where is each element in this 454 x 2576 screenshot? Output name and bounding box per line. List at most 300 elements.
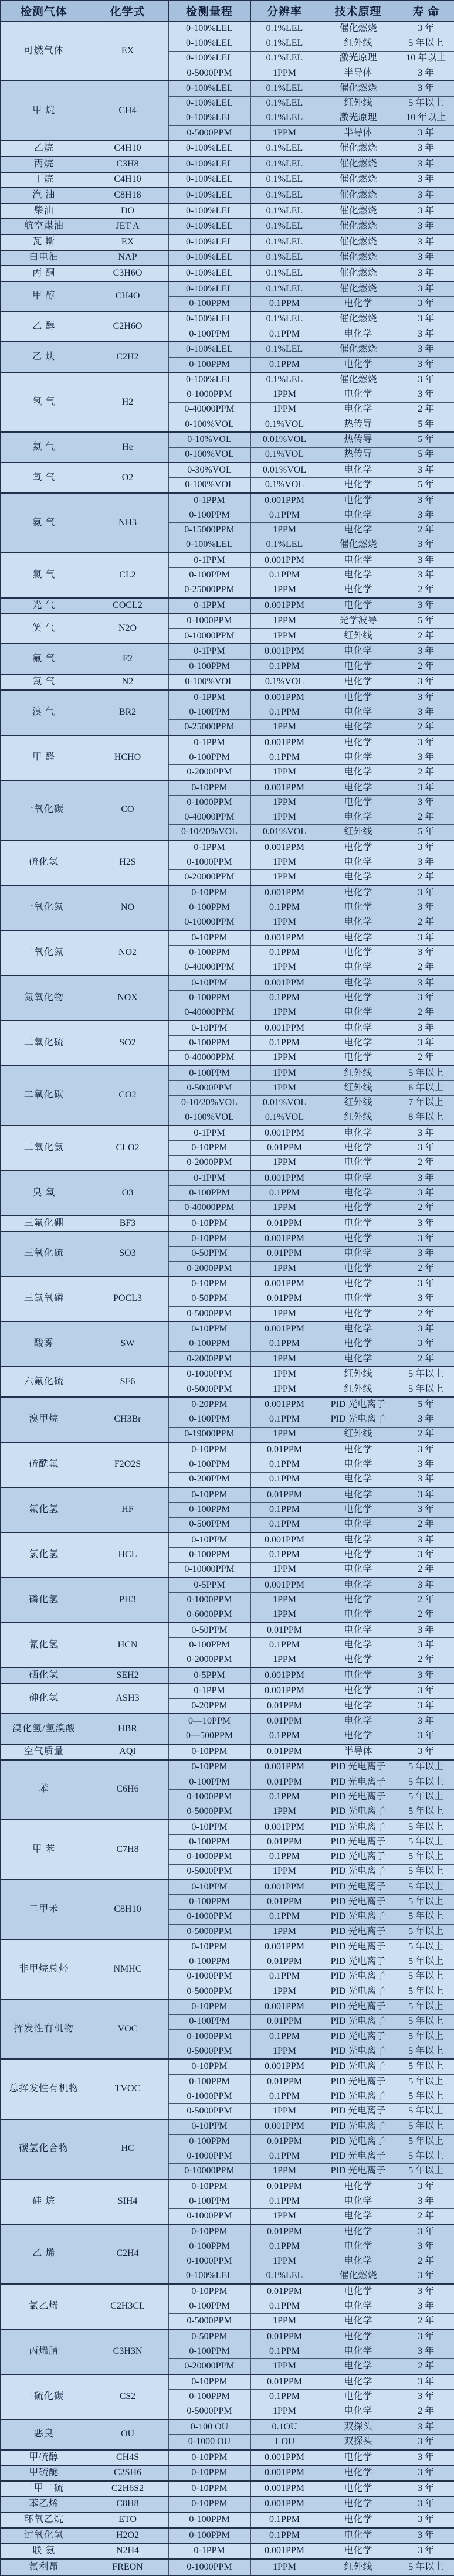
formula-cell: TVOC	[87, 2059, 168, 2119]
principle-cell: 电化学	[319, 1562, 398, 1578]
gas-name-cell: 丙烯腈	[1, 2329, 87, 2374]
table-row	[1, 1367, 454, 1382]
table-row	[1, 1714, 454, 1729]
principle-cell: 催化燃烧	[319, 172, 398, 188]
lifespan-cell: 7 年以上	[398, 1096, 454, 1110]
lifespan-cell: 3 年	[398, 219, 454, 235]
lifespan-cell: 3 年	[398, 493, 454, 508]
resolution-cell: 0.01PPM	[250, 1698, 319, 1714]
resolution-cell: 0.1%LEL	[250, 203, 319, 219]
principle-cell: 电化学	[319, 2374, 398, 2390]
resolution-cell: 1PPM	[250, 2559, 319, 2575]
formula-cell: SO2	[87, 1021, 168, 1066]
gas-name-cell: 甲硫醚	[1, 2465, 87, 2481]
gas-name-cell: 氨 气	[1, 493, 87, 553]
resolution-cell: 1PPM	[250, 1201, 319, 1216]
principle-cell: 激光原理	[319, 51, 398, 66]
lifespan-cell: 3 年	[398, 2390, 454, 2404]
table-row	[1, 1126, 454, 1141]
formula-cell: NO2	[87, 930, 168, 976]
principle-cell: 电化学	[319, 1668, 398, 1684]
resolution-cell: 0.01PPM	[250, 2284, 319, 2299]
principle-cell: PID 光电离子	[319, 1895, 398, 1909]
principle-cell: PID 光电离子	[319, 2104, 398, 2119]
resolution-cell: 0.1PPM	[250, 508, 319, 523]
range-cell: 0-100PPM	[168, 2390, 250, 2404]
resolution-cell: 0.001PPM	[250, 1231, 319, 1246]
range-cell: 0-100PPM	[168, 1955, 250, 1969]
range-cell: 0-5000PPM	[168, 1984, 250, 1999]
gas-name-cell: 非甲烷总烃	[1, 1939, 87, 1999]
principle-cell: 电化学	[319, 735, 398, 750]
table-row	[1, 1623, 454, 1638]
column-header-1: 化学式	[87, 1, 168, 21]
principle-cell: 电化学	[319, 553, 398, 568]
range-cell: 0-100%LEL	[168, 188, 250, 203]
resolution-cell: 1PPM	[250, 1427, 319, 1442]
range-cell: 0-100%LEL	[168, 538, 250, 553]
resolution-cell: 0.1%LEL	[250, 141, 319, 157]
range-cell: 0-100PPM	[168, 991, 250, 1005]
resolution-cell: 0.001PPM	[250, 2465, 319, 2481]
resolution-cell: 0.1PPM	[250, 1790, 319, 1804]
range-cell: 0-100%LEL	[168, 266, 250, 281]
lifespan-cell: 5 年以上	[398, 1969, 454, 1984]
principle-cell: 电化学	[319, 478, 398, 493]
range-cell: 0-1000PPM	[168, 614, 250, 629]
table-row	[1, 157, 454, 172]
lifespan-cell: 3 年	[398, 2269, 454, 2284]
resolution-cell: 0.001PPM	[250, 735, 319, 750]
lifespan-cell: 2 年	[398, 1593, 454, 1608]
resolution-cell: 0.1PPM	[250, 2089, 319, 2104]
resolution-cell: 0.1%LEL	[250, 51, 319, 66]
range-cell: 0-15000PPM	[168, 523, 250, 538]
lifespan-cell: 3 年	[398, 1503, 454, 1517]
principle-cell: 电化学	[319, 780, 398, 796]
range-cell: 0-5000PPM	[168, 1804, 250, 1820]
resolution-cell: 0.001PPM	[250, 2543, 319, 2559]
range-cell: 0-1000 OU	[168, 2435, 250, 2450]
lifespan-cell: 5 年以上	[398, 1382, 454, 1397]
range-cell: 0-100PPM	[168, 705, 250, 720]
table-row	[1, 188, 454, 203]
principle-cell: 电化学	[319, 1608, 398, 1623]
lifespan-cell: 5 年	[398, 447, 454, 463]
principle-cell: PID 光电离子	[319, 2089, 398, 2104]
resolution-cell: 0.1PPM	[250, 2239, 319, 2254]
principle-cell: PID 光电离子	[319, 1412, 398, 1427]
lifespan-cell: 3 年	[398, 188, 454, 203]
formula-cell: CO2	[87, 1066, 168, 1126]
resolution-cell: 0.001PPM	[250, 1684, 319, 1699]
range-cell: 0-1000PPM	[168, 2209, 250, 2224]
resolution-cell: 0.1PPM	[250, 2344, 319, 2359]
range-cell: 0-5PPM	[168, 1578, 250, 1593]
principle-cell: 电化学	[319, 1503, 398, 1517]
formula-cell: O3	[87, 1171, 168, 1216]
lifespan-cell: 2 年	[398, 1306, 454, 1321]
lifespan-cell: 3 年	[398, 81, 454, 96]
principle-cell: 电化学	[319, 2465, 398, 2481]
principle-cell: 电化学	[319, 493, 398, 508]
gas-name-cell: 甲 烷	[1, 81, 87, 141]
range-cell: 0-1000PPM	[168, 1790, 250, 1804]
resolution-cell: 1PPM	[250, 915, 319, 930]
column-header-0: 检测气体	[1, 1, 87, 21]
gas-name-cell: 氟利昂	[1, 2559, 87, 2575]
range-cell: 0-19000PPM	[168, 1427, 250, 1442]
table-row	[1, 1216, 454, 1232]
resolution-cell: 0.1PPM	[250, 1186, 319, 1201]
gas-name-cell: 三氧化硫	[1, 1231, 87, 1276]
lifespan-cell: 3 年	[398, 1276, 454, 1292]
principle-cell: 电化学	[319, 2179, 398, 2194]
column-header-5: 寿 命	[398, 1, 454, 21]
principle-cell: 光学波导	[319, 614, 398, 629]
table-row	[1, 2481, 454, 2497]
lifespan-cell: 3 年	[398, 2284, 454, 2299]
range-cell: 0-40000PPM	[168, 402, 250, 417]
table-row	[1, 1760, 454, 1775]
formula-cell: C8H18	[87, 188, 168, 203]
range-cell: 0-100%LEL	[168, 51, 250, 66]
gas-name-cell: 苯	[1, 1760, 87, 1820]
principle-cell: 电化学	[319, 463, 398, 478]
range-cell: 0-1PPM	[168, 1684, 250, 1699]
range-cell: 0-10PPM	[168, 930, 250, 946]
gas-name-cell: 氰化氢	[1, 1623, 87, 1668]
principle-cell: 电化学	[319, 644, 398, 659]
lifespan-cell: 5 年以上	[398, 2164, 454, 2179]
resolution-cell: 1PPM	[250, 1804, 319, 1820]
resolution-cell: 0.1PPM	[250, 2528, 319, 2544]
lifespan-cell: 5 年以上	[398, 2044, 454, 2060]
range-cell: 0-5000PPM	[168, 1081, 250, 1096]
resolution-cell: 0.1PPM	[250, 1457, 319, 1472]
formula-cell: O2	[87, 463, 168, 493]
range-cell: 0-100PPM	[168, 1503, 250, 1517]
range-cell: 0-100%LEL	[168, 96, 250, 111]
range-cell: 0-10PPM	[168, 2119, 250, 2135]
range-cell: 0-25000PPM	[168, 720, 250, 735]
lifespan-cell: 3 年	[398, 976, 454, 991]
formula-cell: HCN	[87, 1623, 168, 1668]
gas-name-cell: 丙 酮	[1, 266, 87, 281]
lifespan-cell: 2 年	[398, 2314, 454, 2329]
lifespan-cell: 3 年	[398, 1744, 454, 1760]
lifespan-cell: 3 年	[398, 991, 454, 1005]
resolution-cell: 0.1PPM	[250, 1503, 319, 1517]
resolution-cell: 0.01PPM	[250, 1744, 319, 1760]
lifespan-cell: 3 年	[398, 388, 454, 402]
principle-cell: 红外线	[319, 1367, 398, 1382]
lifespan-cell: 5 年	[398, 825, 454, 840]
lifespan-cell: 2 年	[398, 402, 454, 417]
range-cell: 0-100PPM	[168, 1036, 250, 1051]
formula-cell: DO	[87, 203, 168, 219]
principle-cell: 电化学	[319, 1457, 398, 1472]
resolution-cell: 0.1PPM	[250, 1850, 319, 1864]
principle-cell: PID 光电离子	[319, 1820, 398, 1835]
resolution-cell: 0.1%LEL	[250, 157, 319, 172]
range-cell: 0-200PPM	[168, 1472, 250, 1487]
formula-cell: N2O	[87, 614, 168, 644]
lifespan-cell: 3 年	[398, 2329, 454, 2344]
resolution-cell: 0.01PPM	[250, 2224, 319, 2239]
principle-cell: PID 光电离子	[319, 2164, 398, 2179]
resolution-cell: 0.01%VOL	[250, 825, 319, 840]
resolution-cell: 1PPM	[250, 1593, 319, 1608]
range-cell: 0-100PPM	[168, 900, 250, 915]
principle-cell: PID 光电离子	[319, 2029, 398, 2044]
principle-cell: 电化学	[319, 1442, 398, 1457]
principle-cell: 电化学	[319, 720, 398, 735]
gas-name-cell: 氮 气	[1, 674, 87, 690]
table-row	[1, 81, 454, 96]
lifespan-cell: 3 年	[398, 2465, 454, 2481]
resolution-cell: 0.1PPM	[250, 659, 319, 674]
lifespan-cell: 3 年	[398, 2450, 454, 2466]
formula-cell: CH3Br	[87, 1397, 168, 1442]
gas-name-cell: 柴油	[1, 203, 87, 219]
range-cell: 0-10PPM	[168, 1021, 250, 1036]
principle-cell: 红外线	[319, 1096, 398, 1110]
gas-name-cell: 乙 烯	[1, 2224, 87, 2284]
lifespan-cell: 5 年以上	[398, 2089, 454, 2104]
gas-name-cell: 丙烷	[1, 157, 87, 172]
principle-cell: 电化学	[319, 1306, 398, 1321]
range-cell: 0-100PPM	[168, 2239, 250, 2254]
principle-cell: 电化学	[319, 2543, 398, 2559]
lifespan-cell: 3 年	[398, 900, 454, 915]
resolution-cell: 0.001PPM	[250, 2059, 319, 2074]
lifespan-cell: 2 年	[398, 1351, 454, 1367]
lifespan-cell: 3 年	[398, 2239, 454, 2254]
lifespan-cell: 5 年以上	[398, 96, 454, 111]
lifespan-cell: 5 年以上	[398, 1760, 454, 1775]
principle-cell: 激光原理	[319, 111, 398, 125]
resolution-cell: 0.001PPM	[250, 1397, 319, 1412]
lifespan-cell: 5 年以上	[398, 1939, 454, 1955]
formula-cell: HBR	[87, 1714, 168, 1744]
resolution-cell: 0.001PPM	[250, 1171, 319, 1186]
resolution-cell: 1PPM	[250, 2359, 319, 2374]
formula-cell: CLO2	[87, 1126, 168, 1171]
principle-cell: 电化学	[319, 2254, 398, 2269]
formula-cell: H2O2	[87, 2528, 168, 2544]
range-cell: 0-1000PPM	[168, 2149, 250, 2164]
formula-cell: FREON	[87, 2559, 168, 2575]
principle-cell: 电化学	[319, 1714, 398, 1729]
principle-cell: 电化学	[319, 1472, 398, 1487]
range-cell: 0-100%LEL	[168, 281, 250, 297]
lifespan-cell: 3 年	[398, 1412, 454, 1427]
range-cell: 0-100%LEL	[168, 250, 250, 266]
resolution-cell: 0.01PPM	[250, 1216, 319, 1232]
lifespan-cell: 5 年以上	[398, 1804, 454, 1820]
lifespan-cell: 3 年	[398, 21, 454, 36]
resolution-cell: 0.1PPM	[250, 2390, 319, 2404]
principle-cell: 电化学	[319, 568, 398, 583]
formula-cell: JET A	[87, 219, 168, 235]
table-row	[1, 976, 454, 991]
lifespan-cell: 2 年	[398, 2209, 454, 2224]
resolution-cell: 0.001PPM	[250, 553, 319, 568]
gas-name-cell: 氯化氢	[1, 1532, 87, 1578]
principle-cell: 电化学	[319, 1005, 398, 1021]
resolution-cell: 0.001PPM	[250, 1021, 319, 1036]
resolution-cell: 0.1%LEL	[250, 372, 319, 388]
formula-cell: HCL	[87, 1532, 168, 1578]
formula-cell: C2H6S2	[87, 2481, 168, 2497]
lifespan-cell: 2 年	[398, 810, 454, 825]
lifespan-cell: 3 年	[398, 141, 454, 157]
principle-cell: 电化学	[319, 2481, 398, 2497]
range-cell: 0-1PPM	[168, 840, 250, 855]
range-cell: 0-5PPM	[168, 1668, 250, 1684]
principle-cell: 电化学	[319, 1292, 398, 1306]
table-row	[1, 1066, 454, 1081]
range-cell: 0-50PPM	[168, 1246, 250, 1261]
range-cell: 0-100%VOL	[168, 1110, 250, 1126]
formula-cell: AQI	[87, 1744, 168, 1760]
principle-cell: 半导体	[319, 1744, 398, 1760]
gas-name-cell: 一氧化碳	[1, 780, 87, 840]
table-row	[1, 2465, 454, 2481]
lifespan-cell: 3 年	[398, 1036, 454, 1051]
range-cell: 0-10PPM	[168, 2224, 250, 2239]
range-cell: 0-10PPM	[168, 2450, 250, 2466]
range-cell: 0-100PPM	[168, 297, 250, 312]
table-row	[1, 1684, 454, 1699]
resolution-cell: 0.001PPM	[250, 780, 319, 796]
range-cell: 0-1000PPM	[168, 1367, 250, 1382]
principle-cell: 电化学	[319, 327, 398, 342]
range-cell: 0-10PPM	[168, 1141, 250, 1156]
formula-cell: PH3	[87, 1578, 168, 1623]
formula-cell: He	[87, 432, 168, 463]
lifespan-cell: 3 年	[398, 780, 454, 796]
principle-cell: 催化燃烧	[319, 81, 398, 96]
table-row	[1, 21, 454, 36]
resolution-cell: 0.001PPM	[250, 1578, 319, 1593]
range-cell: 0-10PPM	[168, 1939, 250, 1955]
range-cell: 0-100PPM	[168, 2074, 250, 2089]
principle-cell: 电化学	[319, 810, 398, 825]
principle-cell: 电化学	[319, 2314, 398, 2329]
formula-cell: COCL2	[87, 598, 168, 614]
principle-cell: 电化学	[319, 900, 398, 915]
resolution-cell: 0.1PPM	[250, 705, 319, 720]
gas-name-cell: 二氧化氮	[1, 930, 87, 976]
resolution-cell: 0.1%LEL	[250, 2269, 319, 2284]
lifespan-cell: 5 年以上	[398, 1999, 454, 2014]
principle-cell: 催化燃烧	[319, 2269, 398, 2284]
lifespan-cell: 3 年	[398, 750, 454, 765]
lifespan-cell: 3 年	[398, 1292, 454, 1306]
gas-name-cell: 航空煤油	[1, 219, 87, 235]
principle-cell: 电化学	[319, 1186, 398, 1201]
range-cell: 0-1000PPM	[168, 855, 250, 870]
range-cell: 0-10%VOL	[168, 432, 250, 447]
range-cell: 0-10PPM	[168, 2284, 250, 2299]
table-row	[1, 735, 454, 750]
resolution-cell: 1PPM	[250, 1261, 319, 1276]
resolution-cell: 0.1PPM	[250, 568, 319, 583]
table-row	[1, 598, 454, 614]
resolution-cell: 0.1PPM	[250, 297, 319, 312]
lifespan-cell: 5 年以上	[398, 1955, 454, 1969]
range-cell: 0-100PPM	[168, 327, 250, 342]
range-cell: 0-100%LEL	[168, 172, 250, 188]
resolution-cell: 0.1%LEL	[250, 266, 319, 281]
gas-name-cell: 总挥发性有机物	[1, 2059, 87, 2119]
resolution-cell: 0.001PPM	[250, 2450, 319, 2466]
range-cell: 0-1PPM	[168, 644, 250, 659]
gas-name-cell: 甲 醛	[1, 735, 87, 780]
principle-cell: 电化学	[319, 2239, 398, 2254]
range-cell: 0-1000PPM	[168, 2254, 250, 2269]
table-row	[1, 2543, 454, 2559]
gas-name-cell: 二氧化氯	[1, 1126, 87, 1171]
table-row	[1, 1880, 454, 1895]
table-row	[1, 644, 454, 659]
principle-cell: 电化学	[319, 1276, 398, 1292]
range-cell: 0-100%LEL	[168, 372, 250, 388]
lifespan-cell: 5 年以上	[398, 2559, 454, 2575]
resolution-cell: 0.1%VOL	[250, 447, 319, 463]
table-row	[1, 172, 454, 188]
lifespan-cell: 3 年	[398, 1231, 454, 1246]
gas-name-cell: 氯 气	[1, 553, 87, 598]
principle-cell: 电化学	[319, 2450, 398, 2466]
resolution-cell: 1PPM	[250, 960, 319, 976]
principle-cell: 电化学	[319, 796, 398, 810]
lifespan-cell: 2 年	[398, 1201, 454, 1216]
lifespan-cell: 2 年	[398, 1051, 454, 1066]
range-cell: 0-1PPM	[168, 598, 250, 614]
resolution-cell: 0.001PPM	[250, 885, 319, 900]
range-cell: 0-25000PPM	[168, 583, 250, 598]
lifespan-cell: 2 年	[398, 2254, 454, 2269]
principle-cell: 双探头	[319, 2419, 398, 2435]
range-cell: 0-5000PPM	[168, 2314, 250, 2329]
principle-cell: 电化学	[319, 705, 398, 720]
lifespan-cell: 3 年	[398, 840, 454, 855]
range-cell: 0-10PPM	[168, 1999, 250, 2014]
resolution-cell: 0.1%LEL	[250, 281, 319, 297]
lifespan-cell: 3 年	[398, 2512, 454, 2528]
principle-cell: 电化学	[319, 1156, 398, 1171]
range-cell: 0-1000PPM	[168, 1850, 250, 1864]
table-row	[1, 1397, 454, 1412]
principle-cell: 电化学	[319, 1638, 398, 1653]
principle-cell: 电化学	[319, 2224, 398, 2239]
lifespan-cell: 3 年	[398, 1487, 454, 1503]
resolution-cell: 0.01PPM	[250, 1775, 319, 1790]
formula-cell: H2	[87, 372, 168, 432]
range-cell: 0-5000PPM	[168, 1864, 250, 1880]
gas-name-cell: 二硫化碳	[1, 2374, 87, 2419]
range-cell: 0-2000PPM	[168, 1351, 250, 1367]
range-cell: 0-1PPM	[168, 493, 250, 508]
lifespan-cell: 3 年	[398, 930, 454, 946]
principle-cell: 热传导	[319, 417, 398, 432]
range-cell: 0-100PPM	[168, 659, 250, 674]
range-cell: 0-10PPM	[168, 2374, 250, 2390]
gas-name-cell: 瓦 斯	[1, 235, 87, 250]
